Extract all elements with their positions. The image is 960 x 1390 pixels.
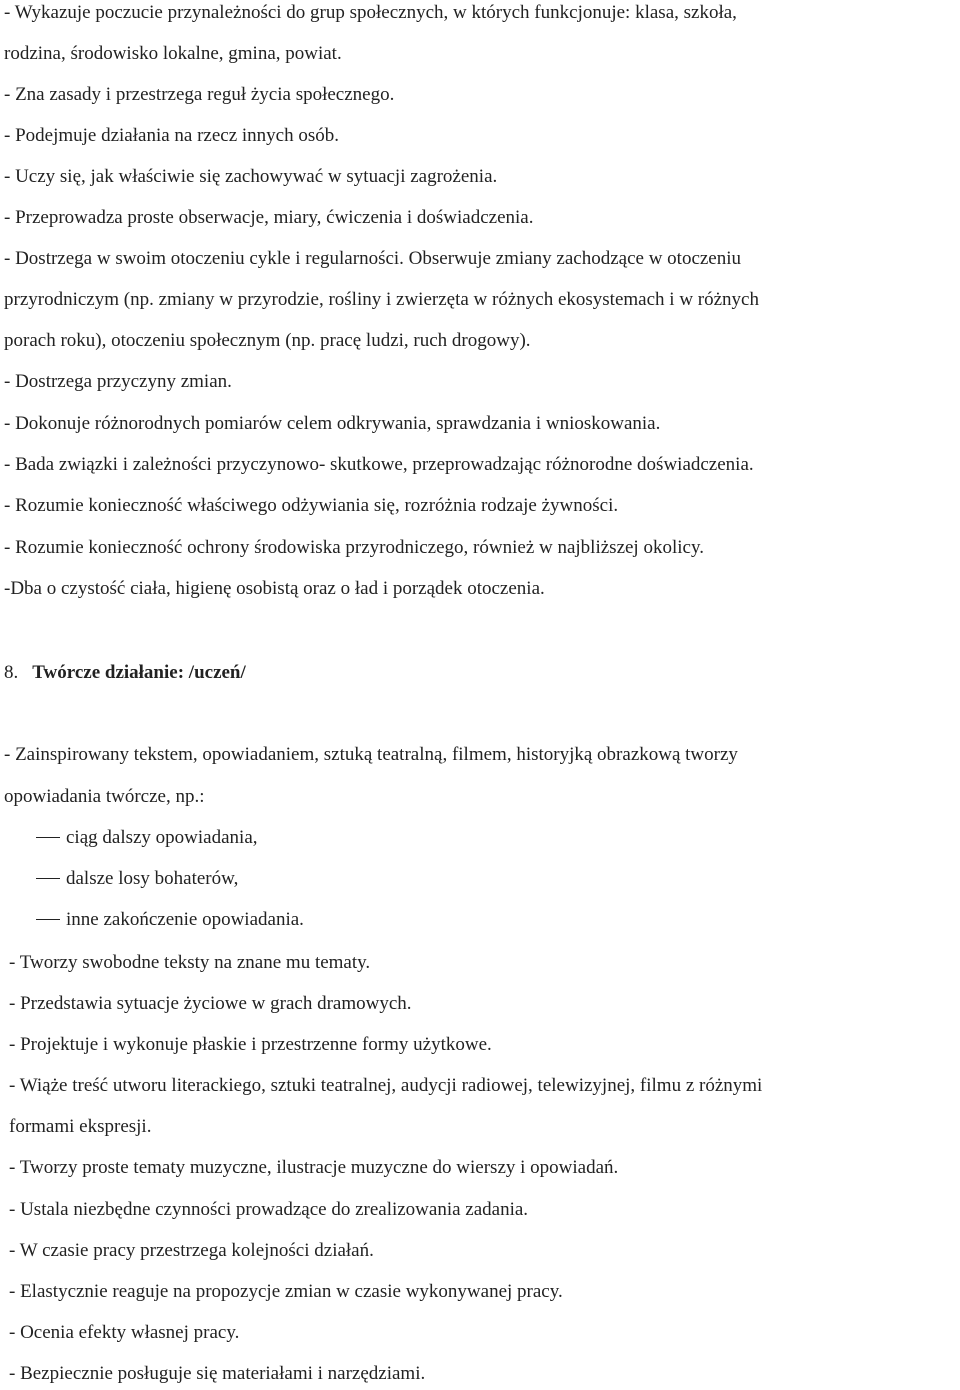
list-item xyxy=(36,909,304,931)
text-line: - Przeprowadza proste obserwacje, miary, ćwiczenia i doświadczenia. xyxy=(4,207,534,228)
text-line: - Tworzy swobodne teksty na znane mu tematy. xyxy=(9,952,371,973)
text-line: - Dostrzega przyczyny zmian. xyxy=(4,371,232,392)
list-item xyxy=(36,827,258,849)
text-line: - Ocenia efekty własnej pracy. xyxy=(9,1322,240,1343)
text-line: rodzina, środowisko lokalne, gmina, powiat. xyxy=(4,43,342,64)
text-line: - Zainspirowany tekstem, opowiadaniem, sztuką teatralną, filmem, historyjką obrazkową tworzy xyxy=(4,744,738,765)
list-item-label: inne zakończenie opowiadania. xyxy=(66,909,304,930)
text-line: - Rozumie konieczność właściwego odżywiania się, rozróżnia rodzaje żywności. xyxy=(4,495,619,516)
text-line: przyrodniczym (np. zmiany w przyrodzie, rośliny i zwierzęta w różnych ekosystemach i w różnych xyxy=(4,289,759,310)
text-line: - Tworzy proste tematy muzyczne, ilustracje muzyczne do wierszy i opowiadań. xyxy=(9,1157,619,1178)
section-number: 8. xyxy=(4,662,19,683)
dash-bullet-icon xyxy=(36,878,60,880)
text-line: - Rozumie konieczność ochrony środowiska przyrodniczego, również w najbliższej okolicy. xyxy=(4,537,704,558)
text-line: - Projektuje i wykonuje płaskie i przestrzenne formy użytkowe. xyxy=(9,1034,492,1055)
dash-bullet-icon xyxy=(36,837,60,839)
text-line: - Zna zasady i przestrzega reguł życia społecznego. xyxy=(4,84,395,105)
list-item-label: dalsze losy bohaterów, xyxy=(66,868,239,889)
list-item xyxy=(36,868,238,890)
text-line: - Elastycznie reaguje na propozycje zmian w czasie wykonywanej pracy. xyxy=(9,1281,563,1302)
text-line: formami ekspresji. xyxy=(9,1116,152,1137)
text-line: - Uczy się, jak właściwie się zachowywać w sytuacji zagrożenia. xyxy=(4,166,498,187)
dash-bullet-icon xyxy=(36,919,60,921)
text-line: - Dokonuje różnorodnych pomiarów celem odkrywania, sprawdzania i wnioskowania. xyxy=(4,413,661,434)
text-line: - Ustala niezbędne czynności prowadzące do zrealizowania zadania. xyxy=(9,1199,529,1220)
text-line: - W czasie pracy przestrzega kolejności działań. xyxy=(9,1240,374,1261)
section-heading xyxy=(4,662,246,684)
text-line: porach roku), otoczeniu społecznym (np. pracę ludzi, ruch drogowy). xyxy=(4,330,531,351)
section-title: Twórcze działanie: /uczeń/ xyxy=(32,662,246,683)
text-line: -Dba o czystość ciała, higienę osobistą oraz o ład i porządek otoczenia. xyxy=(4,578,545,599)
text-line: - Bezpiecznie posługuje się materiałami i narzędziami. xyxy=(9,1363,426,1384)
text-line: - Wiąże treść utworu literackiego, sztuki teatralnej, audycji radiowej, telewizyjnej, filmu z różnymi xyxy=(9,1075,763,1096)
text-line: - Dostrzega w swoim otoczeniu cykle i regularności. Obserwuje zmiany zachodzące w otoczeniu xyxy=(4,248,742,269)
list-item-label: ciąg dalszy opowiadania, xyxy=(66,827,258,848)
text-line: - Wykazuje poczucie przynależności do grup społecznych, w których funkcjonuje: klasa, szkoła, xyxy=(4,2,737,23)
text-line: - Bada związki i zależności przyczynowo- skutkowe, przeprowadzając różnorodne doświadczenia. xyxy=(4,454,754,475)
text-line: - Przedstawia sytuacje życiowe w grach dramowych. xyxy=(9,993,412,1014)
text-line: opowiadania twórcze, np.: xyxy=(4,786,205,807)
text-line: - Podejmuje działania na rzecz innych osób. xyxy=(4,125,340,146)
